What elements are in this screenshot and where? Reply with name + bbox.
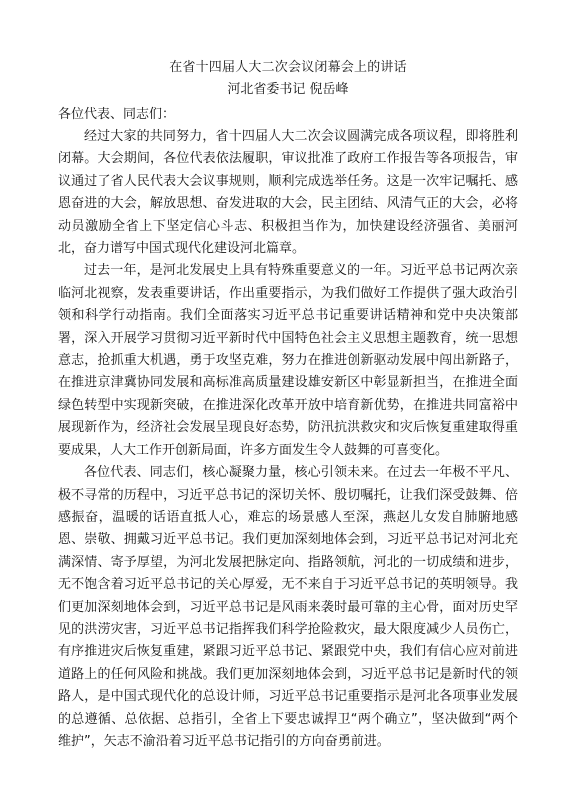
document-author: 河北省委书记 倪岳峰 <box>227 82 349 97</box>
document-title: 在省十四届人大二次会议闭幕会上的讲话 <box>169 60 407 75</box>
paragraph-2: 过去一年，是河北发展史上具有特殊重要意义的一年。习近平总书记两次亲临河北视察，发表重要讲话，作出重要指示，为我们做好工作提供了强大政治引领和科学行动指南。我们全面落实习近平总书记重要讲话精神和党中央决策部署，深入开展学习贯彻习近平新时代中国特色社会主义思想主题教育，统一思想意志，抢抓重大机遇，勇于攻坚克难，努力在推进创新驱动发展中闯出新路子，在推进京津冀协同发展和高标准高质量建设雄安新区中彰显新担当，在推进全面绿色转型中实现新突破，在推进深化改革开放中培育新优势，在推进共同富裕中展现新作为，经济社会发展呈现良好态势，防汛抗洪救灾和灾后恢复重建取得重要成果，人大工作开创新局面，许多方面发生令人鼓舞的可喜变化。 <box>58 263 518 458</box>
salutation: 各位代表、同志们： <box>58 107 176 122</box>
paragraph-1: 经过大家的共同努力，省十四届人大二次会议圆满完成各项议程，即将胜利闭幕。大会期间，各位代表依法履职，审议批准了政府工作报告等各项报告，审议通过了省人民代表大会议事规则，顺利完成选举任务。这是一次牢记嘱托、感恩奋进的大会，解放思想、奋发进取的大会，民主团结、风清气正的大会，必将动员激励全省上下坚定信心斗志、积极担当作为，加快建设经济强省、美丽河北，奋力谱写中国式现代化建设河北篇章。 <box>58 129 518 257</box>
paragraph-3: 各位代表、同志们，核心凝聚力量，核心引领未来。在过去一年极不平凡、极不寻常的历程中，习近平总书记的深切关怀、殷切嘱托，让我们深受鼓舞、倍感振奋，温暖的话语直抵人心，难忘的场景感人至深，燕赵儿女发自肺腑地感恩、崇敬、拥戴习近平总书记。我们更加深刻地体会到，习近平总书记对河北充满深情、寄予厚望，为河北发展把脉定向、指路领航，河北的一切成绩和进步，无不饱含着习近平总书记的关心厚爱，无不来自于习近平总书记的英明领导。我们更加深刻地体会到，习近平总书记是风雨来袭时最可靠的主心骨，面对历史罕见的洪涝灾害，习近平总书记指挥我们科学抢险救灾，最大限度减少人员伤亡，有序推进灾后恢复重建，紧跟习近平总书记、紧跟党中央，我们有信心应对前进道路上的任何风险和挑战。我们更加深刻地体会到，习近平总书记是新时代的领路人，是中国式现代化的总设计师，习近平总书记重要指示是河北各项事业发展的总遵循、总依据、总指引，全省上下要忠诚捍卫“两个确立”，坚决做到“两个维护”，矢志不渝沿着习近平总书记指引的方向奋勇前进。 <box>58 465 518 749</box>
